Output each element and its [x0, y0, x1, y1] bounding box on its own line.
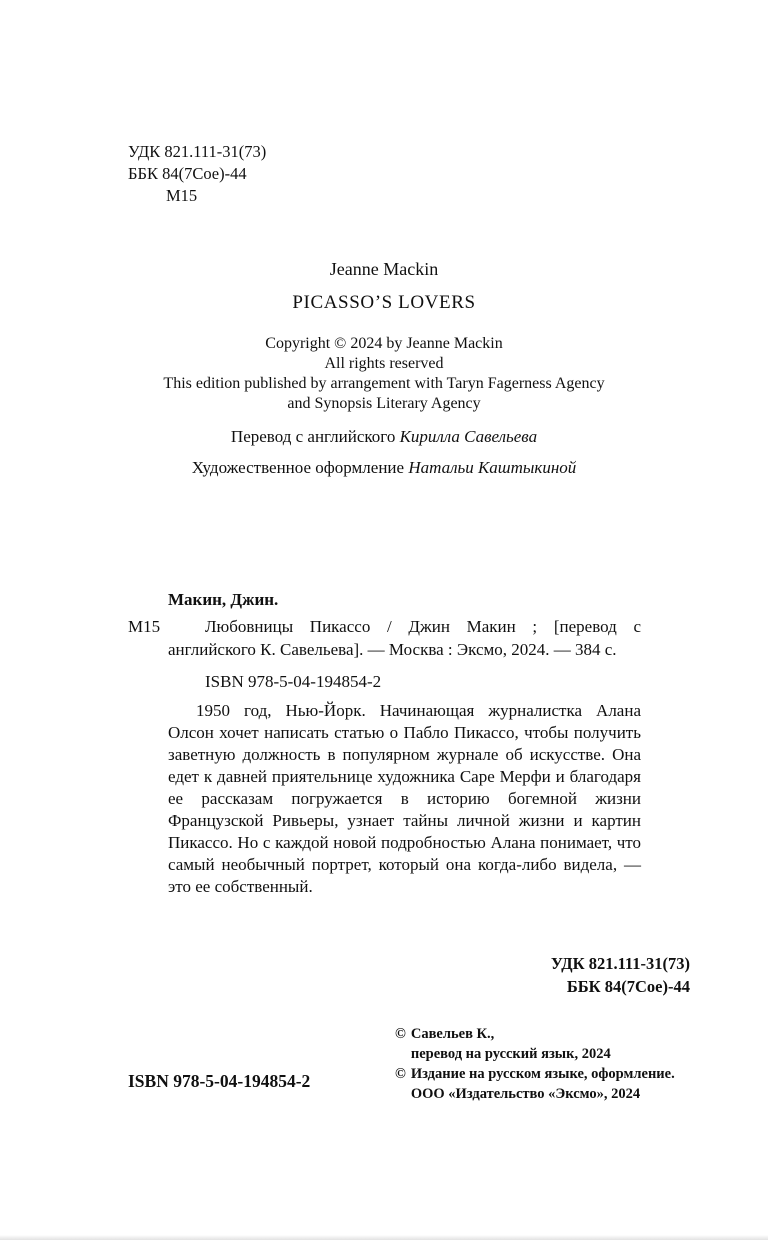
- classification-block: [128, 141, 266, 207]
- bbk-line: ББК 84(7Сое)-44: [128, 164, 247, 183]
- classification-codes-right: [0, 952, 690, 998]
- translation-credit-label: Перевод с английского: [230, 427, 396, 446]
- catalog-author-code: М15: [128, 617, 161, 636]
- rights-line-2: All rights reserved: [324, 355, 444, 372]
- original-author: Jeanne Mackin: [329, 259, 439, 279]
- rights-line-3: This edition published by arrangement with Taryn Fagerness Agency: [163, 375, 605, 392]
- rights-line-1: Copyright © 2024 by Jeanne Mackin: [265, 335, 503, 352]
- copyright-entry-translator: [395, 1024, 675, 1064]
- book-annotation: 1950 год, Нью-Йорк. Начинающая журналистка Алана Олсон хочет написать статью о Пабло Пикассо, чтобы получить заветную должность в популярном журнале об искусстве. Она едет к давней приятельнице художника Саре Мерфи и благодаря ее рассказам погружается в историю богемной жизни Французской Ривьеры, узнает тайны личной жизни и картин Пикассо. Но с каждой новой подробностью Алана понимает, что самый необычный портрет, который она когда-либо видела, — это ее собственный.: [168, 701, 641, 896]
- copyright-translator-line-1: Савельев К.,: [410, 1026, 495, 1042]
- original-title: PICASSO’S LOVERS: [292, 292, 476, 313]
- udk-line-bold: УДК 821.111-31(73): [550, 954, 690, 973]
- copyright-publisher-line-1: Издание на русском языке, оформление.: [410, 1066, 675, 1082]
- rights-block: [0, 334, 768, 414]
- copyright-translator-line-2: перевод на русский язык, 2024: [410, 1046, 611, 1062]
- design-credit: [0, 458, 768, 478]
- catalog-entry-wrap: [128, 615, 641, 661]
- footer-copyright-block: [395, 1024, 675, 1104]
- catalog-author: Макин, Джин.: [168, 590, 279, 609]
- designer-name: Натальи Каштыкиной: [408, 458, 577, 477]
- author-sign-code: М15: [166, 186, 198, 205]
- footer-isbn: ISBN 978-5-04-194854-2: [128, 1071, 311, 1091]
- catalog-isbn: ISBN 978-5-04-194854-2: [205, 672, 382, 691]
- design-credit-label: Художественное оформление: [191, 458, 405, 477]
- copyright-publisher-line-2: ООО «Издательство «Эксмо», 2024: [410, 1086, 641, 1102]
- rights-line-4: and Synopsis Literary Agency: [287, 395, 481, 412]
- copyright-entry-publisher: [395, 1064, 675, 1104]
- udk-line: УДК 821.111-31(73): [128, 142, 267, 161]
- translator-name: Кирилла Савельева: [399, 427, 538, 446]
- copyright-sign: ©: [395, 1066, 406, 1082]
- bbk-line-bold: ББК 84(7Сое)-44: [566, 977, 690, 996]
- translation-credit: [0, 427, 768, 447]
- catalog-card: [128, 588, 641, 898]
- copyright-sign: ©: [395, 1026, 406, 1042]
- catalog-entry: Любовницы Пикассо / Джин Макин ; [перевод с английского К. Савельева]. — Москва : Эксмо, 2024. — 384 с.: [168, 617, 641, 659]
